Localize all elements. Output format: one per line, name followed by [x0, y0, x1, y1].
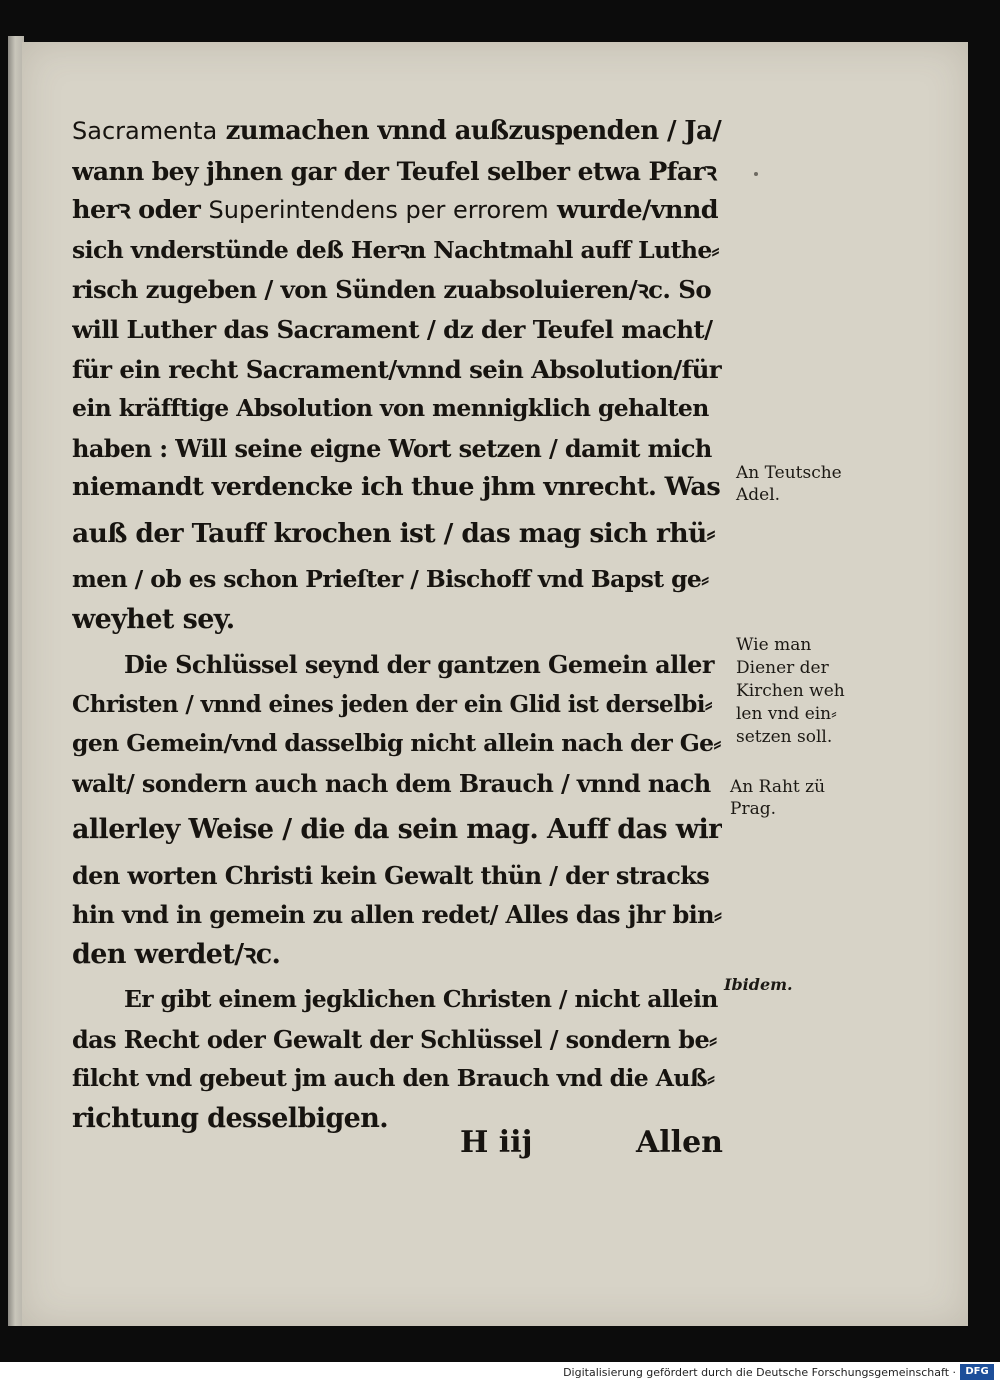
margin-note-line: Adel.: [736, 485, 781, 505]
text-line: [72, 191, 722, 231]
text-line: richtung desselbigen.: [72, 1103, 389, 1135]
margin-note-line: An Raht zü: [730, 777, 826, 797]
text-segment: herꝛ oder: [72, 195, 209, 226]
margin-note-an-teutsche-adel: [736, 462, 842, 506]
text-line: für ein recht Sacrament/vnnd sein Absolution/für: [72, 354, 722, 384]
text-line: risch zugeben / von Sünden zuabsoluieren/ꝛc. So: [72, 275, 712, 305]
text-line: men / ob es schon Prieſter / Bischoff vnd Bapst ge⸗: [72, 564, 709, 593]
latin-term: Sacramenta: [72, 117, 218, 145]
text-line: Christen / vnnd eines jeden der ein Glid ist derselbi⸗: [72, 690, 712, 718]
text-line: [72, 112, 722, 152]
text-line: das Recht oder Gewalt der Schlüssel / sondern be⸗: [72, 1024, 717, 1054]
text-line: niemandt verdencke ich thue jhm vnrecht. Was: [72, 472, 721, 503]
text-line: hin vnd in gemein zu allen redet/ Alles das jhr bin⸗: [72, 900, 722, 930]
text-line: walt/ sondern auch nach dem Brauch / vnnd nach: [72, 768, 711, 798]
margin-note-an-raht-zu-prag: [730, 776, 825, 820]
text-line: wann bey jhnen gar der Teufel selber etwa Pfarꝛ: [72, 156, 717, 186]
digitization-credit: Digitalisierung gefördert durch die Deutsche Forschungsgemeinschaft ·: [563, 1366, 956, 1379]
catchword: Allen: [636, 1125, 723, 1160]
text-line: filcht vnd gebeut jm auch den Brauch vnd die Auß⸗: [72, 1064, 715, 1093]
body-text: [72, 112, 722, 1139]
text-line: ein kräfftige Absolution von mennigklich gehalten: [72, 394, 709, 423]
text-line: den werdet/ꝛc.: [72, 938, 281, 970]
margin-note-line: len vnd ein⸗: [736, 704, 837, 724]
text-line: weyhet sey.: [72, 603, 235, 635]
ink-speck: [754, 172, 758, 176]
margin-note-wie-man-diener: [736, 634, 845, 749]
margin-note-line: Kirchen weh: [736, 681, 845, 701]
latin-term: Superintendens per errorem: [208, 196, 549, 225]
text-line: Die Schlüssel seynd der gantzen Gemein aller: [124, 650, 714, 680]
margin-note-line: Prag.: [730, 799, 776, 819]
text-line: sich vnderstünde deß Herꝛn Nachtmahl auff Luthe⸗: [72, 235, 719, 264]
margin-note-ibidem: [724, 974, 793, 996]
text-line: will Luther das Sacrament / dz der Teufel macht/: [72, 314, 713, 344]
text-line: auß der Tauff krochen ist / das mag sich rhü⸗: [72, 517, 715, 549]
text-line: den worten Christi kein Gewalt thün / der stracks: [72, 860, 710, 890]
text-line: gen Gemein/vnd dasselbig nicht allein nach der Ge⸗: [72, 729, 721, 758]
text-line: Er gibt einem jegklichen Christen / nicht allein: [124, 985, 718, 1014]
signature-mark: H iij: [460, 1125, 533, 1160]
margin-note-line: Diener der: [736, 658, 829, 678]
text-segment: wurde/vnnd: [548, 195, 718, 226]
margin-note-line: An Teutsche: [736, 463, 842, 483]
text-line: allerley Weise / die da sein mag. Auff das wir: [72, 813, 722, 845]
dfg-logo: DFG: [960, 1364, 994, 1380]
margin-note-line: Ibidem.: [724, 975, 793, 994]
margin-note-line: Wie man: [736, 635, 812, 655]
text-line: haben : Will seine eigne Wort setzen / damit mich: [72, 433, 712, 463]
text-segment: zumachen vnnd außzuspenden / Ja/: [217, 116, 722, 146]
margin-note-line: setzen soll.: [736, 727, 833, 747]
